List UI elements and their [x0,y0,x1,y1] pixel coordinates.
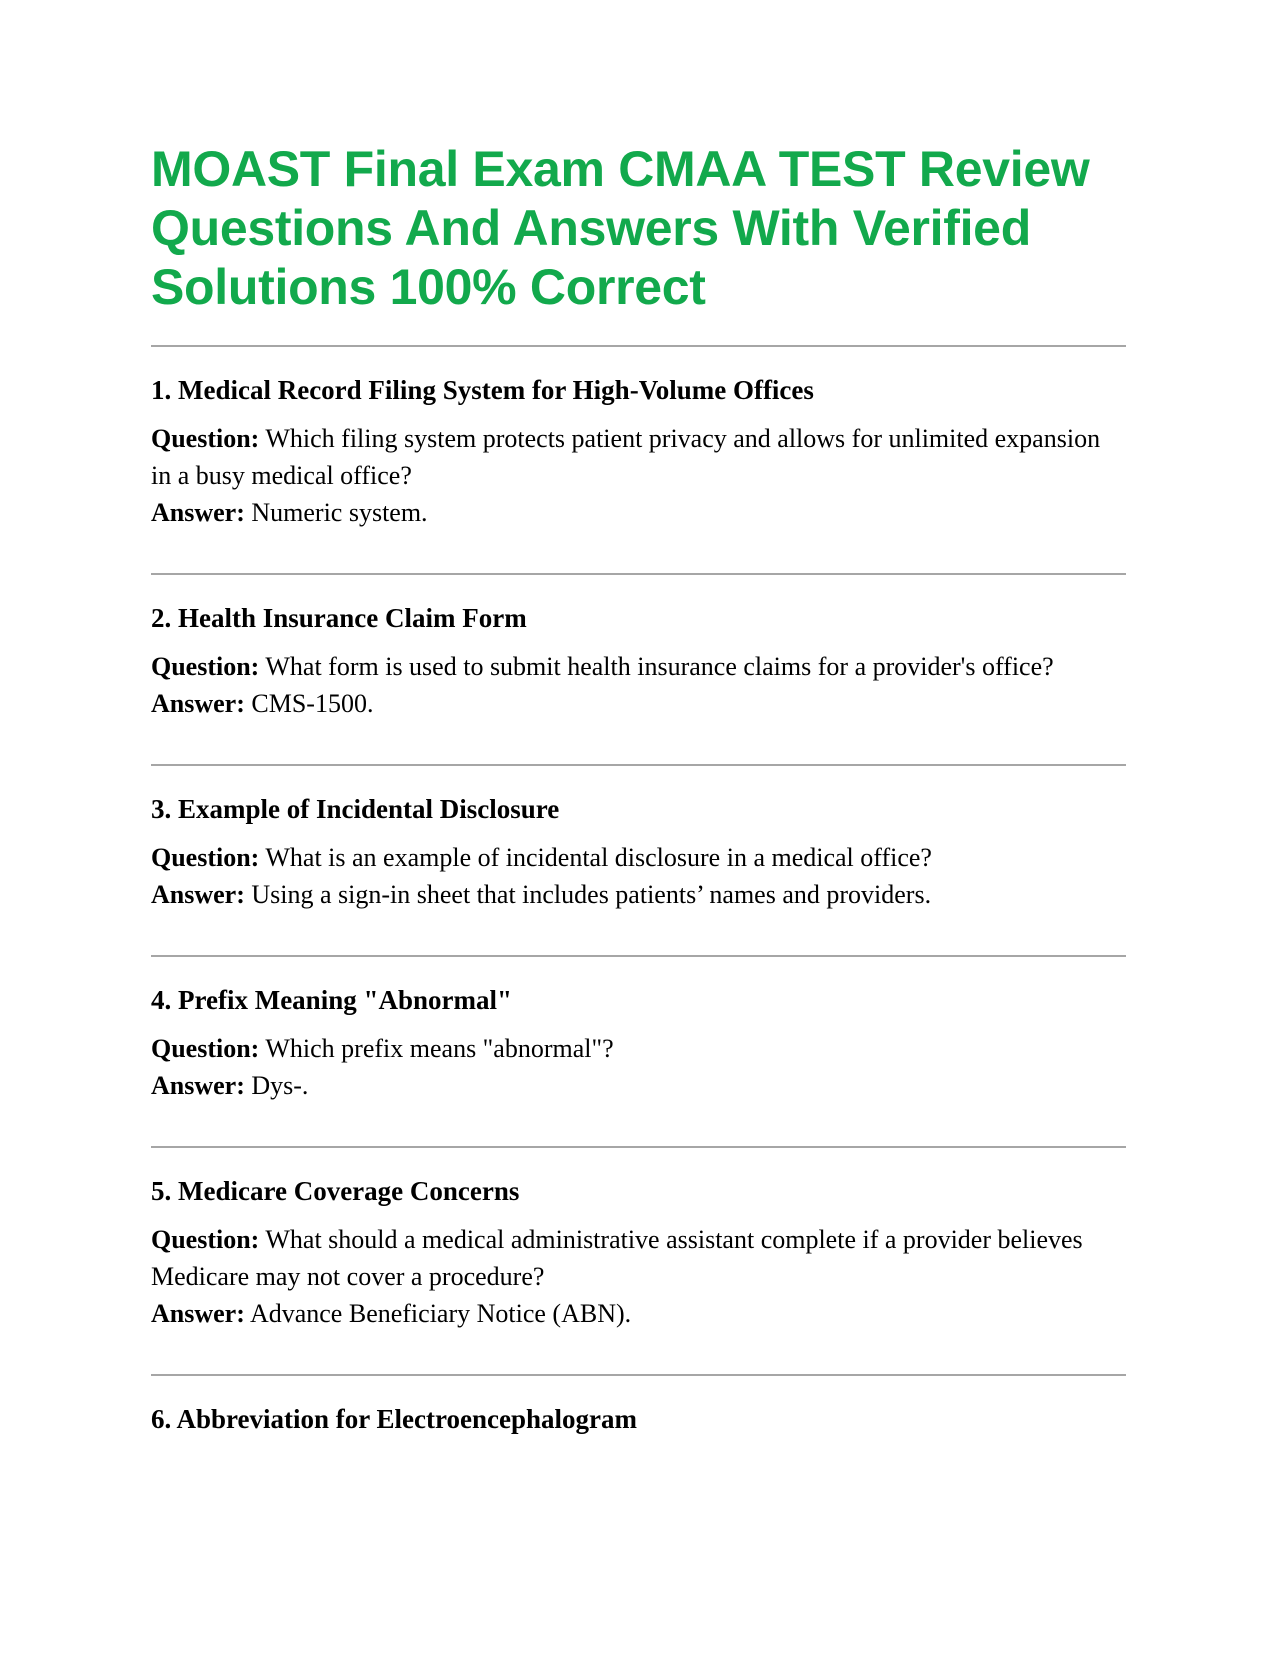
question-text: What should a medical administrative assistant complete if a provider believes Medicare may not cover a procedure? [151,1225,1083,1291]
qa-body [151,839,1126,913]
qa-item-3 [151,766,1126,955]
qa-item-6 [151,1376,1126,1436]
question-line [151,1030,1126,1067]
answer-label: Answer: [151,689,245,718]
qa-heading: 3. Example of Incidental Disclosure [151,794,560,824]
answer-line [151,1295,1126,1332]
answer-text: CMS-1500. [251,689,374,718]
answer-label: Answer: [151,880,245,909]
title-line-1: MOAST Final Exam CMAA TEST Review [151,141,1090,197]
answer-line [151,876,1126,913]
question-text: Which filing system protects patient privacy and allows for unlimited expansion in a busy medical office? [151,424,1101,490]
qa-body [151,420,1126,531]
qa-heading: 2. Health Insurance Claim Form [151,603,527,633]
question-label: Question: [151,1225,260,1254]
question-text: What form is used to submit health insurance claims for a provider's office? [265,652,1054,681]
qa-body [151,1221,1126,1332]
question-line [151,839,1126,876]
question-text: Which prefix means "abnormal"? [265,1034,614,1063]
answer-text: Numeric system. [251,498,428,527]
answer-label: Answer: [151,1071,245,1100]
question-line [151,1225,1083,1291]
title-line-3: Solutions 100% Correct [151,259,706,315]
question-text: What is an example of incidental disclosure in a medical office? [265,843,932,872]
document-title [151,140,1126,317]
answer-line [151,1067,1126,1104]
answer-line [151,685,1126,722]
qa-item-4 [151,957,1126,1146]
question-label: Question: [151,424,260,453]
document-page [151,140,1126,1449]
answer-text: Advance Beneficiary Notice (ABN). [249,1299,632,1328]
question-line [151,424,1100,490]
question-label: Question: [151,843,260,872]
question-label: Question: [151,1034,260,1063]
answer-line [151,494,1126,531]
question-label: Question: [151,652,260,681]
question-line [151,652,1054,681]
answer-text: Using a sign-in sheet that includes patients’ names and providers. [251,880,932,909]
qa-body [151,648,1126,722]
qa-item-2 [151,575,1126,764]
qa-item-5 [151,1148,1126,1374]
qa-heading: 4. Prefix Meaning "Abnormal" [151,985,512,1015]
answer-text: Dys-. [251,1071,309,1100]
title-line-2: Questions And Answers With Verified [151,200,1031,256]
qa-body [151,1030,1126,1104]
qa-heading: 1. Medical Record Filing System for High-Volume Offices [151,375,814,405]
qa-item-1 [151,347,1126,573]
qa-heading: 5. Medicare Coverage Concerns [151,1176,520,1206]
answer-label: Answer: [151,1299,245,1328]
answer-label: Answer: [151,498,245,527]
qa-heading: 6. Abbreviation for Electroencephalogram [151,1404,637,1434]
